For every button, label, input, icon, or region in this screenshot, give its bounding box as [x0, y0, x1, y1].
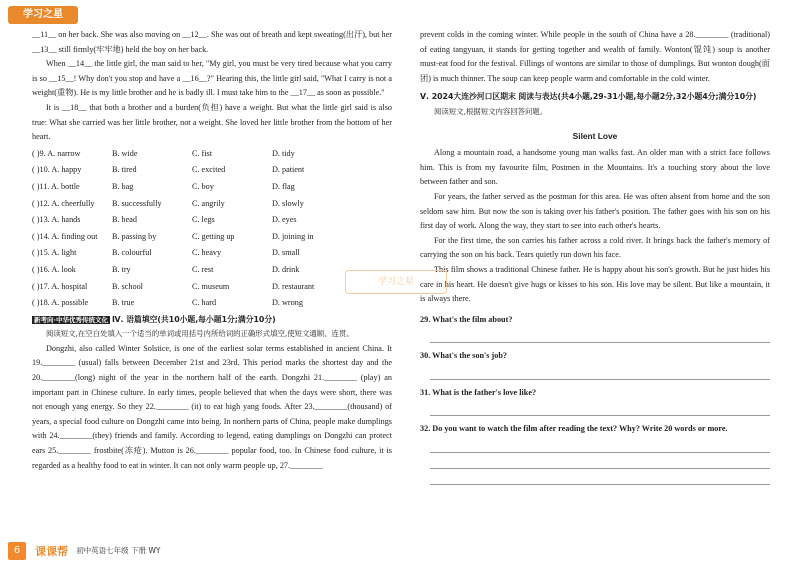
right-column — [420, 28, 770, 485]
option-row: ( )9. A. narrow B. wide C. fist D. tidy — [32, 148, 295, 158]
brand-name: 课课帮 — [35, 544, 69, 558]
section-tag: 新考向·中华优秀传统文化 — [34, 315, 108, 324]
answer-line[interactable] — [430, 402, 770, 416]
book-subtitle: 初中英语七年级 下册 WY — [76, 546, 161, 555]
section-instructions: 阅读短文,在空白处填入一个适当的单词或用括号内所给词的正确形式填空,使短文通顺、连贯。 — [46, 329, 354, 339]
passage-continued: prevent colds in the coming winter. While people in the south of China have a 28.________ (traditional) of eating tangyuan, it stands for getting together and wealth of family. Wonton(馄饨) soup is another must-eat food for the festival. Fillings of wontons are similar to those of dumplings. But wonton dough(面团) is much thinner. The soup can keep people warm and comfortable in the cold winter. — [420, 30, 770, 83]
passage-paragraph: Dongzhi, also called Winter Solstice, is one of the earliest solar terms established in ancient China. It 19.________ (usual) falls between December 21st and 23rd. This period marks the shortest day and the 20.________(long) night of the year in the northern half of the earth. Dongzhi 21.________ (play) an important part in Chinese culture. In early times, people believed that when the days were short, there was not enough yang energy. So they 22.________ (it) to eat high yang foods. After 23.________(thousand) of years, a special food culture on Dongzhi came into being. In northern parts of China, people make dumplings with 24.________(they) friends and family. According to legend, eating dumplings on Dongzhi can protect ears 25.________ frostbite(冻疮). Mutton is 26.________ popular food, too. In Chinese food culture, it is regarded as a healthy food to eat in winter. It can not only warm people up, 27.________ — [32, 343, 392, 470]
story-paragraph: Along a mountain road, a handsome young man walks fast. An older man with a strict face follows him. This is from my favourite film, Postmen in the Mountains. It's a touching story about the love between father and son. — [420, 148, 770, 187]
page-footer — [8, 540, 160, 560]
option-row: ( )10. A. happy B. tired C. excited D. patient — [32, 165, 305, 175]
section-heading: Ⅴ. 2024大连沙河口区期末 阅读与表达(共4小题,29-31小题,每小题2分,32小题4分;满分10分) — [420, 92, 757, 102]
option-row: ( )11. A. bottle B. bag C. boy D. flag — [32, 181, 295, 191]
passage-continued: __11__ on her back. She was also moving on __12__. She was out of breath and kept sweating(出汗), but her __13__ still firmly(牢牢地) held the boy on her back. — [32, 30, 392, 54]
option-row: ( )17. A. hospital B. school C. museum D. restaurant — [32, 281, 315, 291]
story-paragraph: For years, the father served as the postman for this area. He was often absent from home and the son seldom saw him. But now the son is taking over his father's position. The father goes with his son on his first day of work. Along the way, they start to see into each other's hearts. — [420, 191, 770, 231]
answer-line[interactable] — [430, 329, 770, 343]
left-column — [32, 28, 392, 473]
page-number: 6 — [8, 542, 26, 560]
question-32: 32. Do you want to watch the film after reading the text? Why? Write 20 words or more. — [420, 424, 728, 434]
question-31: 31. What is the father's love like? — [420, 387, 537, 397]
question-30: 30. What's the son's job? — [420, 351, 507, 361]
option-row: ( )18. A. possible B. true C. hard D. wrong — [32, 298, 303, 308]
watermark-stamp: 学习之星 — [345, 270, 447, 294]
answer-line[interactable] — [430, 366, 770, 380]
publisher-logo: 学习之星 — [8, 6, 78, 24]
option-row: ( )13. A. hands B. head C. legs D. eyes — [32, 215, 297, 225]
section-instructions: 阅读短文,根据短文内容回答问题。 — [434, 106, 548, 116]
options-list — [32, 146, 392, 312]
section-heading: 新考向·中华优秀传统文化 Ⅳ. 语篇填空(共10小题,每小题1分;满分10分) — [34, 314, 276, 324]
passage-paragraph: It is __18__ that both a brother and a burden(负担) have a weight. But what the little girl said is also true: What she carried was her little brother, not a weight. She loved her little brother from the bottom of her heart. — [32, 102, 392, 142]
answer-line[interactable] — [430, 455, 770, 469]
option-row: ( )15. A. light B. colourful C. heavy D. small — [32, 248, 300, 258]
answer-line[interactable] — [430, 471, 770, 485]
story-paragraph: This film shows a traditional Chinese father. He is happy about his son's growth. But he just hides his care in his heart. He doesn't give hugs or kisses to his son. His love may be silent. But like a mountain, it is always there. — [420, 264, 770, 304]
option-row: ( )16. A. look B. try C. rest D. drink — [32, 264, 300, 274]
option-row: ( )14. A. finding out B. passing by C. getting up D. joining in — [32, 231, 314, 241]
option-row: ( )12. A. cheerfully B. successfully C. angrily D. slowly — [32, 198, 304, 208]
story-title: Silent Love — [572, 130, 618, 141]
question-29: 29. What's the film about? — [420, 314, 513, 324]
passage-paragraph: When __14__ the little girl, the man said to her, "My girl, you must be very tired because what you carry is so __15__! Why don't you stop and have a __16__?" Hearing this, the little girl said, "What I carry is not a weight(重物). He is my little brother and he is badly ill. I must take him to the __17__ as soon as possible." — [32, 59, 392, 98]
story-paragraph: For the first time, the son carries his father across a cold river. It brings back the father's memory of carrying the son on his back. Tears quietly run down his face. — [420, 235, 770, 260]
answer-line[interactable] — [430, 439, 770, 453]
